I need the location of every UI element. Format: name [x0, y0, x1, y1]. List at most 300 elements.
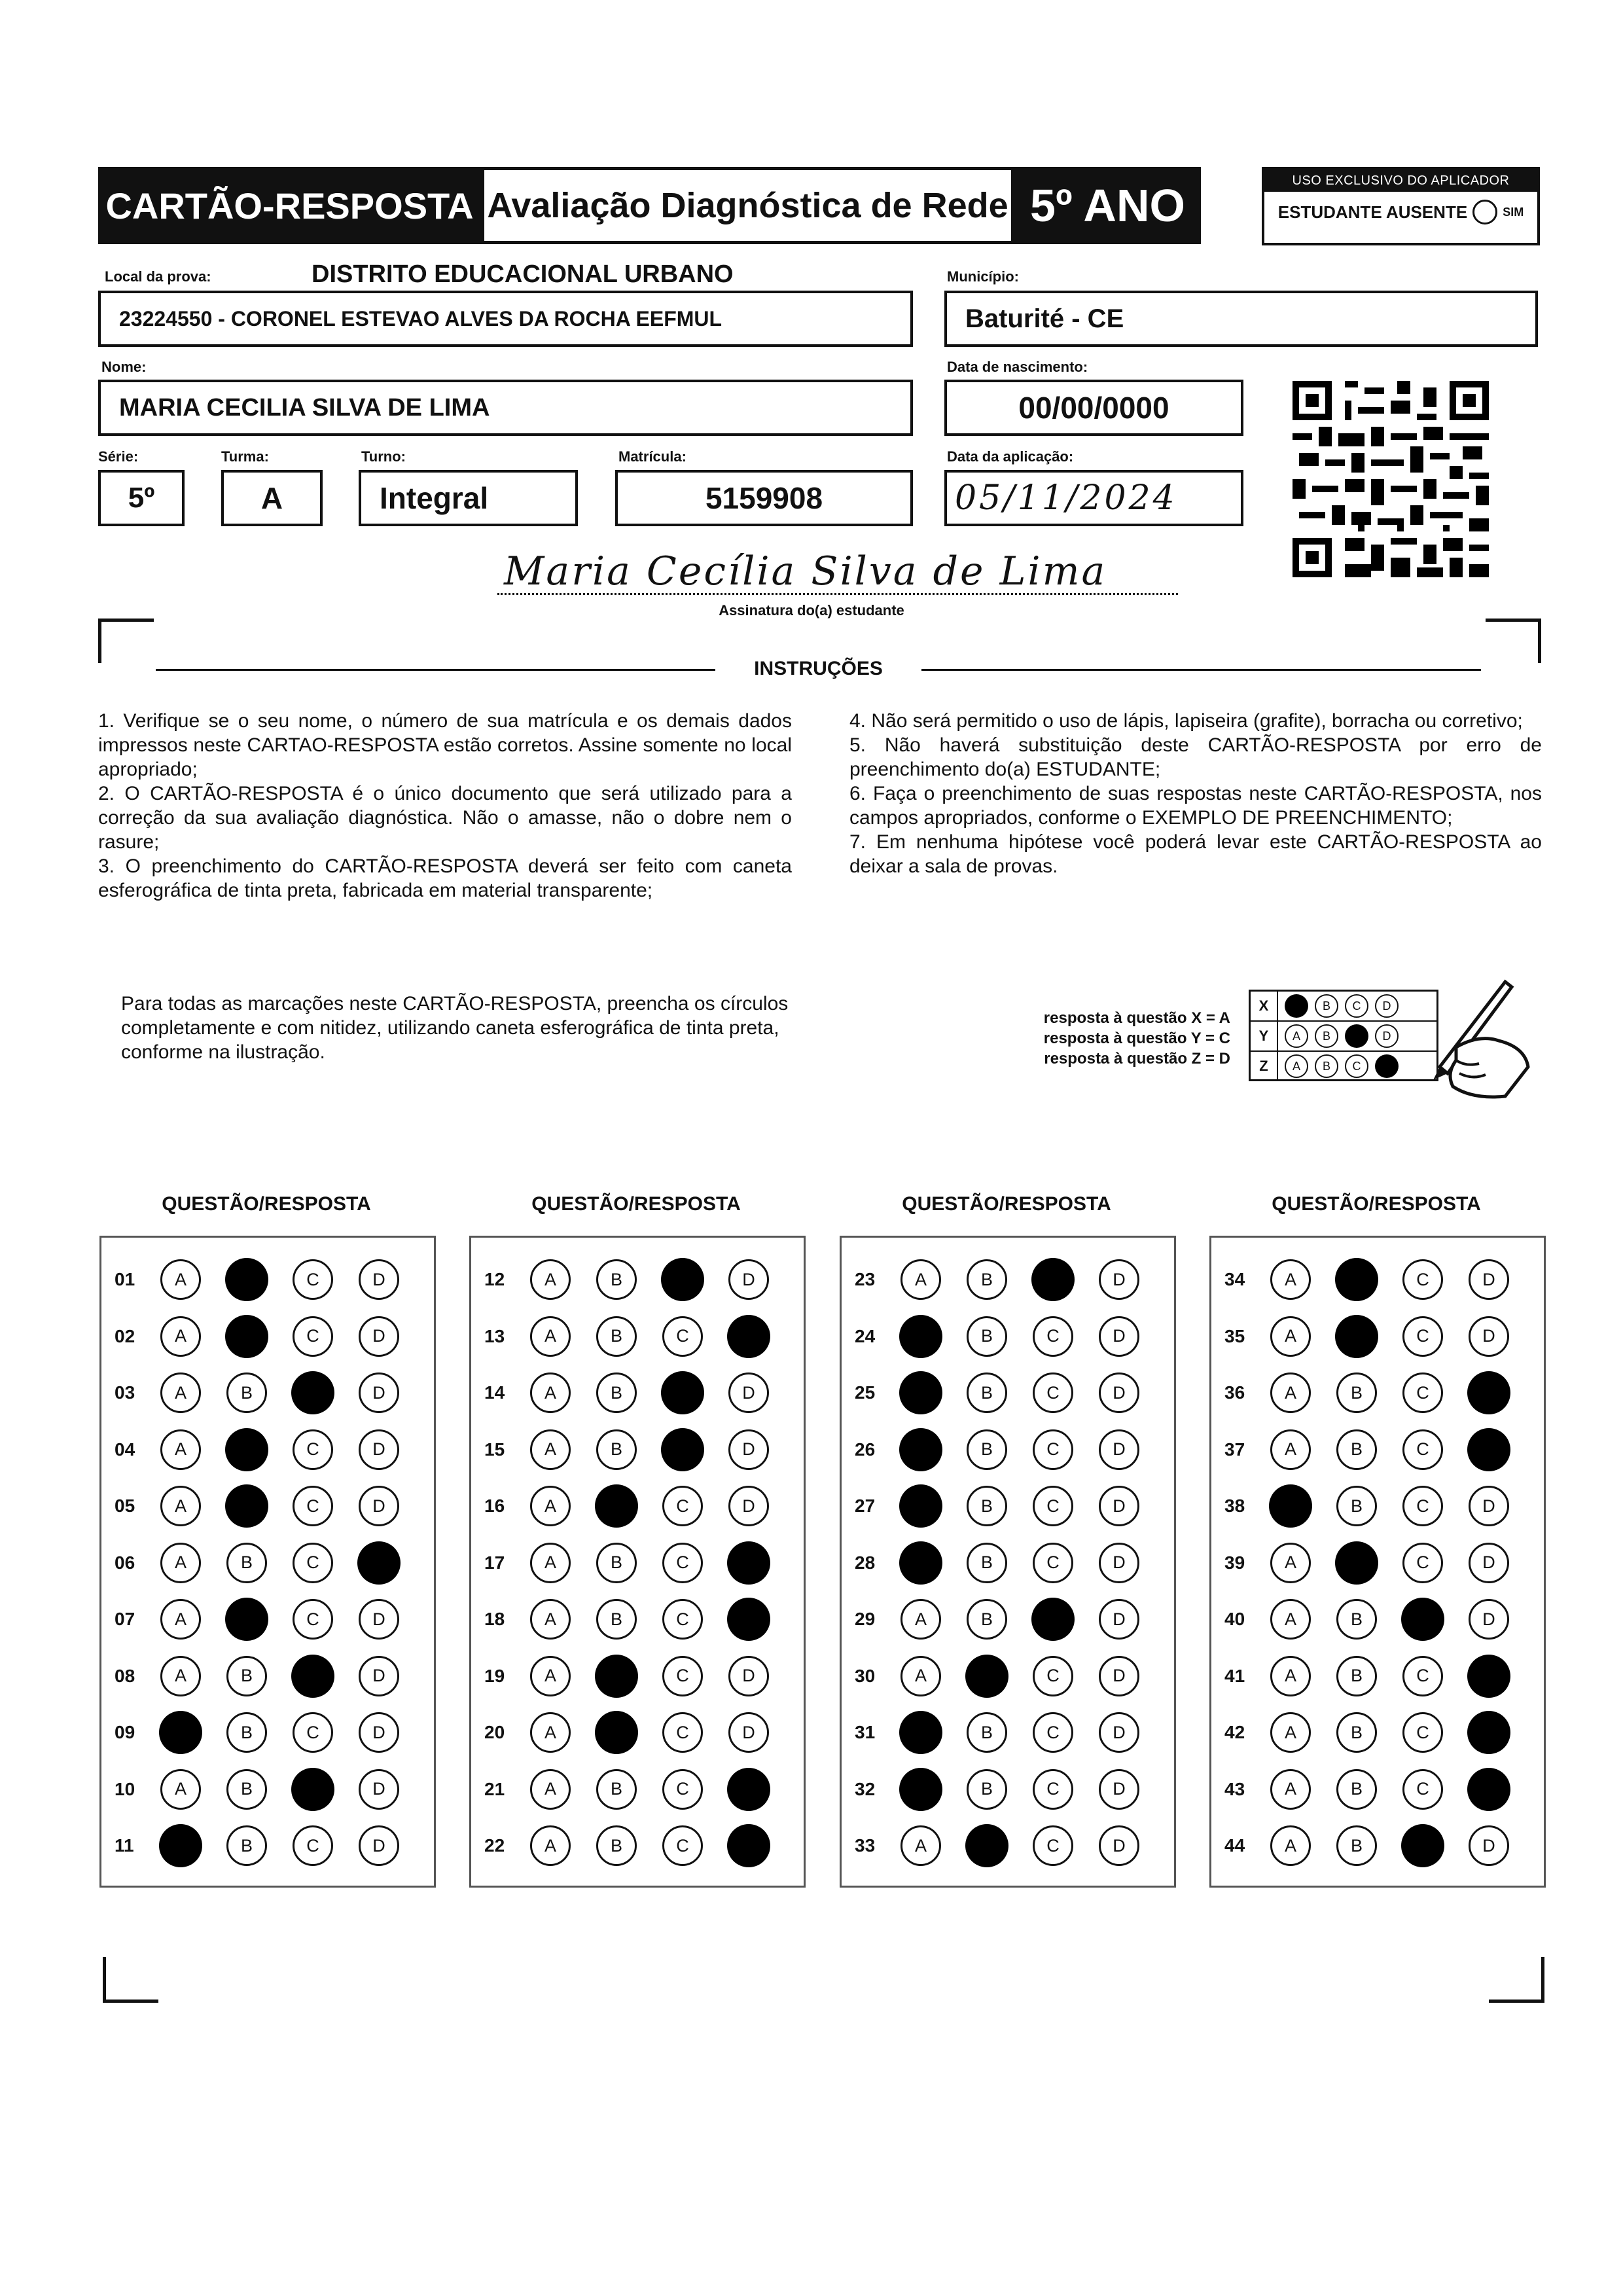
answer-bubble-b[interactable]: B: [967, 1259, 1007, 1300]
question-number: 14: [484, 1382, 505, 1403]
answer-bubble-c[interactable]: C: [1402, 1259, 1443, 1300]
answer-bubble-d[interactable]: D: [1099, 1372, 1139, 1413]
aplicacao-label: Data da aplicação:: [947, 448, 1074, 465]
answer-column: [840, 1236, 1176, 1888]
answer-bubble-a[interactable]: A: [901, 1259, 941, 1300]
question-number: 36: [1224, 1382, 1245, 1403]
answer-bubble-b[interactable]: B: [1336, 1712, 1377, 1753]
answer-bubble-b[interactable]: B: [1336, 1486, 1377, 1526]
answer-bubble-b[interactable]: B: [226, 1712, 267, 1753]
answer-bubble-d[interactable]: D: [1469, 1543, 1509, 1583]
answer-row: [101, 1486, 434, 1526]
instruction-item: 5. Não haverá substituição deste CARTÃO-RESPOSTA por erro de preenchimento do(a) ESTUDANTE;: [849, 734, 1542, 780]
answer-bubble-a[interactable]: [899, 1541, 942, 1585]
answer-bubble-a[interactable]: A: [1270, 1543, 1311, 1583]
question-number: 19: [484, 1665, 505, 1686]
answer-bubble-c[interactable]: C: [1033, 1543, 1073, 1583]
answer-bubble-a[interactable]: A: [530, 1712, 571, 1753]
answer-bubble-a[interactable]: [899, 1371, 942, 1414]
answer-row: [101, 1600, 434, 1639]
answer-bubble-c[interactable]: C: [1402, 1429, 1443, 1470]
answer-bubble-a[interactable]: A: [160, 1372, 201, 1413]
answer-bubble-b[interactable]: B: [967, 1486, 1007, 1526]
question-number: 07: [115, 1609, 135, 1629]
answer-bubble-c[interactable]: C: [1402, 1712, 1443, 1753]
answer-bubble-c[interactable]: C: [293, 1429, 333, 1470]
answer-bubble-c[interactable]: C: [293, 1486, 333, 1526]
answer-bubble-c[interactable]: C: [1402, 1769, 1443, 1810]
answer-bubble-a[interactable]: A: [160, 1543, 201, 1583]
answer-row: [842, 1317, 1174, 1356]
answer-bubble-c[interactable]: C: [1033, 1316, 1073, 1357]
answer-bubble-b[interactable]: B: [226, 1543, 267, 1583]
answer-bubble-c[interactable]: [1031, 1598, 1075, 1641]
question-number: 32: [855, 1778, 876, 1799]
answer-bubble-d[interactable]: D: [359, 1656, 399, 1696]
answer-row: [842, 1430, 1174, 1469]
answer-bubble-a[interactable]: A: [901, 1599, 941, 1640]
answer-bubble-c[interactable]: [661, 1258, 704, 1301]
local-value: DISTRITO EDUCACIONAL URBANO: [312, 260, 734, 288]
answer-bubble-a[interactable]: [159, 1824, 202, 1867]
answer-bubble-c[interactable]: C: [1033, 1486, 1073, 1526]
answer-row: [842, 1826, 1174, 1865]
answer-bubble-c[interactable]: C: [1033, 1769, 1073, 1810]
column-title: QUESTÃO/RESPOSTA: [162, 1193, 371, 1215]
nome-label: Nome:: [101, 359, 147, 375]
answer-bubble-b[interactable]: B: [596, 1429, 637, 1470]
answer-bubble-c[interactable]: C: [293, 1316, 333, 1357]
answer-bubble-a[interactable]: A: [160, 1769, 201, 1810]
answer-row: [842, 1713, 1174, 1752]
answer-bubble-a[interactable]: A: [160, 1259, 201, 1300]
answer-bubble-a[interactable]: A: [160, 1486, 201, 1526]
answer-row: [101, 1826, 434, 1865]
instruction-item: 7. Em nenhuma hipótese você poderá levar este CARTÃO-RESPOSTA ao deixar a sala de provas.: [849, 831, 1542, 877]
answer-bubble-d[interactable]: [727, 1824, 770, 1867]
question-number: 35: [1224, 1325, 1245, 1346]
answer-bubble-b[interactable]: B: [967, 1712, 1007, 1753]
question-number: 20: [484, 1722, 505, 1742]
answer-row: [101, 1430, 434, 1469]
answer-bubble-c[interactable]: C: [662, 1712, 703, 1753]
answer-bubble-b[interactable]: [965, 1655, 1008, 1698]
question-number: 24: [855, 1325, 876, 1346]
answer-bubble-a[interactable]: A: [530, 1656, 571, 1696]
question-number: 13: [484, 1325, 505, 1346]
answer-bubble-c[interactable]: C: [1033, 1712, 1073, 1753]
answer-bubble-c[interactable]: C: [662, 1825, 703, 1866]
answer-bubble-d[interactable]: D: [1469, 1599, 1509, 1640]
corner-mark-tr-v: [1538, 619, 1541, 663]
answer-bubble-b[interactable]: [595, 1484, 638, 1528]
answer-bubble-b[interactable]: B: [596, 1372, 637, 1413]
answer-row: [471, 1657, 804, 1696]
answer-bubble-d[interactable]: D: [359, 1259, 399, 1300]
answer-bubble-c[interactable]: [661, 1428, 704, 1471]
answer-bubble-c[interactable]: C: [1402, 1372, 1443, 1413]
question-number: 04: [115, 1439, 135, 1460]
answer-row: [842, 1770, 1174, 1809]
answer-bubble-b[interactable]: [225, 1315, 268, 1358]
question-number: 43: [1224, 1778, 1245, 1799]
answer-row: [1211, 1713, 1544, 1752]
answer-bubble-a[interactable]: A: [530, 1316, 571, 1357]
answer-bubble-b[interactable]: B: [596, 1599, 637, 1640]
answer-row: [471, 1600, 804, 1639]
answer-row: [471, 1543, 804, 1583]
answer-bubble-a[interactable]: A: [160, 1656, 201, 1696]
answer-bubble-c[interactable]: C: [662, 1769, 703, 1810]
corner-mark-bl-h: [103, 2000, 158, 2003]
answer-bubble-c[interactable]: [291, 1768, 334, 1811]
answer-bubble-d[interactable]: D: [1099, 1543, 1139, 1583]
question-number: 30: [855, 1665, 876, 1686]
instructions-right: [849, 709, 1542, 878]
answer-bubble-d[interactable]: [357, 1541, 401, 1585]
answer-bubble-b[interactable]: B: [1336, 1825, 1377, 1866]
answer-bubble-a[interactable]: [159, 1711, 202, 1754]
answer-row: [1211, 1657, 1544, 1696]
ano-badge: 5º ANO: [1014, 167, 1201, 244]
answer-bubble-d[interactable]: [727, 1315, 770, 1358]
answer-bubble-a[interactable]: A: [1270, 1656, 1311, 1696]
answer-bubble-c[interactable]: C: [1033, 1825, 1073, 1866]
matricula-field: 5159908: [615, 470, 913, 526]
answer-bubble-d[interactable]: D: [359, 1599, 399, 1640]
answer-bubble-d[interactable]: D: [1099, 1429, 1139, 1470]
pen-hand-icon: [1394, 969, 1531, 1100]
municipio-label: Município:: [947, 268, 1019, 285]
answer-row: [842, 1600, 1174, 1639]
answer-bubble-a[interactable]: A: [901, 1825, 941, 1866]
question-number: 27: [855, 1496, 876, 1516]
answer-bubble-d[interactable]: D: [1099, 1259, 1139, 1300]
answer-bubble-d[interactable]: [727, 1541, 770, 1585]
nome-field: MARIA CECILIA SILVA DE LIMA: [98, 380, 913, 436]
example-bubble: D: [1375, 994, 1399, 1018]
answer-bubble-d[interactable]: [1467, 1711, 1510, 1754]
answer-bubble-c[interactable]: [1401, 1824, 1444, 1867]
answer-bubble-b[interactable]: [965, 1824, 1008, 1867]
answer-bubble-b[interactable]: B: [226, 1656, 267, 1696]
answer-row: [471, 1486, 804, 1526]
answer-bubble-c[interactable]: C: [293, 1599, 333, 1640]
question-number: 40: [1224, 1609, 1245, 1629]
answer-bubble-c[interactable]: [1401, 1598, 1444, 1641]
estudante-ausente-bubble[interactable]: [1472, 200, 1497, 224]
answer-column: [1209, 1236, 1546, 1888]
question-number: 42: [1224, 1722, 1245, 1742]
answer-row: [471, 1373, 804, 1412]
answer-bubble-d[interactable]: [1467, 1428, 1510, 1471]
serie-field: 5º: [98, 470, 185, 526]
question-number: 03: [115, 1382, 135, 1403]
answer-bubble-d[interactable]: D: [1469, 1486, 1509, 1526]
answer-bubble-c[interactable]: C: [293, 1825, 333, 1866]
answer-bubble-d[interactable]: [727, 1768, 770, 1811]
answer-bubble-d[interactable]: D: [1099, 1316, 1139, 1357]
answer-bubble-d[interactable]: D: [1469, 1825, 1509, 1866]
qr-code-icon: [1293, 381, 1489, 577]
answer-bubble-d[interactable]: D: [728, 1486, 769, 1526]
answer-bubble-a[interactable]: [899, 1428, 942, 1471]
sim-label: SIM: [1503, 205, 1524, 219]
answer-bubble-b[interactable]: [225, 1428, 268, 1471]
answer-bubble-b[interactable]: [225, 1598, 268, 1641]
answer-bubble-b[interactable]: B: [596, 1543, 637, 1583]
answer-bubble-c[interactable]: C: [1402, 1543, 1443, 1583]
answer-bubble-c[interactable]: C: [1033, 1372, 1073, 1413]
instruction-item: 6. Faça o preenchimento de suas respostas neste CARTÃO-RESPOSTA, nos campos apropriados, conforme o EXEMPLO DE PREENCHIMENTO;: [849, 783, 1542, 829]
answer-bubble-d[interactable]: D: [359, 1712, 399, 1753]
example-bubble: A: [1285, 1024, 1308, 1048]
uso-exclusivo-label: USO EXCLUSIVO DO APLICADOR: [1264, 170, 1537, 192]
answer-bubble-a[interactable]: A: [530, 1825, 571, 1866]
answer-bubble-b[interactable]: B: [1336, 1769, 1377, 1810]
answer-bubble-c[interactable]: [661, 1371, 704, 1414]
answer-bubble-d[interactable]: D: [728, 1259, 769, 1300]
answer-bubble-c[interactable]: [291, 1371, 334, 1414]
question-number: 23: [855, 1269, 876, 1289]
answer-bubble-b[interactable]: [595, 1711, 638, 1754]
question-number: 10: [115, 1778, 135, 1799]
answer-bubble-b[interactable]: B: [1336, 1599, 1377, 1640]
answer-bubble-d[interactable]: D: [1099, 1712, 1139, 1753]
avaliacao-title: Avaliação Diagnóstica de Rede: [481, 167, 1014, 244]
serie-label: Série:: [98, 448, 139, 465]
answer-bubble-b[interactable]: B: [596, 1825, 637, 1866]
answer-bubble-d[interactable]: D: [1469, 1316, 1509, 1357]
answer-bubble-a[interactable]: A: [160, 1429, 201, 1470]
turno-field: Integral: [359, 470, 578, 526]
answer-bubble-a[interactable]: A: [160, 1599, 201, 1640]
corner-mark-br-h: [1489, 2000, 1544, 2003]
answer-bubble-a[interactable]: A: [1270, 1259, 1311, 1300]
example-line: resposta à questão Y = C: [1043, 1030, 1230, 1047]
answer-bubble-b[interactable]: B: [967, 1372, 1007, 1413]
answer-bubble-c[interactable]: [291, 1655, 334, 1698]
answer-bubble-d[interactable]: [1467, 1371, 1510, 1414]
answer-bubble-d[interactable]: D: [359, 1825, 399, 1866]
corner-mark-bl-v: [103, 1957, 106, 2003]
question-number: 22: [484, 1835, 505, 1856]
question-number: 34: [1224, 1269, 1245, 1289]
answer-bubble-b[interactable]: B: [967, 1543, 1007, 1583]
answer-bubble-b[interactable]: B: [596, 1769, 637, 1810]
answer-bubble-b[interactable]: B: [226, 1769, 267, 1810]
answer-row: [842, 1373, 1174, 1412]
example-bubble: [1285, 994, 1308, 1018]
answer-bubble-d[interactable]: D: [359, 1429, 399, 1470]
example-bubble: B: [1315, 994, 1338, 1018]
answer-bubble-a[interactable]: A: [530, 1769, 571, 1810]
answer-bubble-d[interactable]: [727, 1598, 770, 1641]
instruction-item: 3. O preenchimento do CARTÃO-RESPOSTA deverá ser feito com caneta esferográfica de tinta preta, fabricada em material transparente;: [98, 855, 792, 901]
answer-bubble-a[interactable]: A: [530, 1429, 571, 1470]
answer-bubble-c[interactable]: [1031, 1258, 1075, 1301]
answer-bubble-c[interactable]: C: [662, 1656, 703, 1696]
answer-bubble-a[interactable]: A: [1270, 1372, 1311, 1413]
answer-bubble-c[interactable]: C: [293, 1543, 333, 1583]
answer-bubble-c[interactable]: C: [1033, 1429, 1073, 1470]
corner-mark-tl-v: [98, 619, 101, 663]
answer-bubble-b[interactable]: B: [226, 1825, 267, 1866]
answer-bubble-a[interactable]: A: [530, 1259, 571, 1300]
answer-bubble-d[interactable]: [1467, 1655, 1510, 1698]
question-number: 16: [484, 1496, 505, 1516]
answer-row: [1211, 1260, 1544, 1299]
answer-bubble-d[interactable]: D: [359, 1372, 399, 1413]
answer-row: [1211, 1430, 1544, 1469]
instruction-item: 4. Não será permitido o uso de lápis, lapiseira (grafite), borracha ou corretivo;: [849, 710, 1523, 732]
municipio-field: Baturité - CE: [944, 291, 1538, 347]
local-label: Local da prova:: [105, 268, 211, 285]
answer-bubble-c[interactable]: C: [1033, 1656, 1073, 1696]
answer-bubble-a[interactable]: A: [530, 1486, 571, 1526]
answer-bubble-a[interactable]: A: [530, 1599, 571, 1640]
answer-bubble-d[interactable]: D: [1099, 1769, 1139, 1810]
cartao-resposta-title: CARTÃO-RESPOSTA: [98, 167, 481, 244]
answer-bubble-a[interactable]: A: [1270, 1825, 1311, 1866]
nascimento-label: Data de nascimento:: [947, 359, 1088, 375]
answer-bubble-a[interactable]: A: [1270, 1712, 1311, 1753]
answer-bubble-a[interactable]: A: [1270, 1769, 1311, 1810]
answer-bubble-d[interactable]: D: [359, 1486, 399, 1526]
answer-bubble-b[interactable]: B: [967, 1316, 1007, 1357]
answer-bubble-a[interactable]: A: [1270, 1429, 1311, 1470]
answer-bubble-a[interactable]: [899, 1484, 942, 1528]
answer-bubble-d[interactable]: D: [1099, 1486, 1139, 1526]
answer-bubble-d[interactable]: D: [1099, 1825, 1139, 1866]
question-number: 31: [855, 1722, 876, 1742]
answer-bubble-b[interactable]: [225, 1484, 268, 1528]
answer-row: [101, 1657, 434, 1696]
answer-bubble-c[interactable]: C: [662, 1599, 703, 1640]
answer-bubble-b[interactable]: B: [1336, 1656, 1377, 1696]
answer-bubble-a[interactable]: A: [530, 1372, 571, 1413]
answer-bubble-b[interactable]: [225, 1258, 268, 1301]
answer-bubble-c[interactable]: C: [1402, 1656, 1443, 1696]
column-title: QUESTÃO/RESPOSTA: [902, 1193, 1111, 1215]
question-number: 37: [1224, 1439, 1245, 1460]
answer-bubble-a[interactable]: A: [530, 1543, 571, 1583]
answer-bubble-b[interactable]: B: [967, 1769, 1007, 1810]
assinatura-handwriting: Maria Cecília Silva de Lima: [504, 548, 1107, 594]
question-number: 12: [484, 1269, 505, 1289]
answer-bubble-d[interactable]: D: [1099, 1599, 1139, 1640]
answer-bubble-d[interactable]: D: [728, 1429, 769, 1470]
example-bubble: C: [1345, 1054, 1368, 1078]
answer-bubble-c[interactable]: C: [662, 1486, 703, 1526]
answer-bubble-a[interactable]: [899, 1768, 942, 1811]
answer-bubble-c[interactable]: C: [1402, 1316, 1443, 1357]
question-number: 17: [484, 1552, 505, 1573]
answer-row: [471, 1317, 804, 1356]
answer-bubble-d[interactable]: [1467, 1768, 1510, 1811]
answer-bubble-c[interactable]: C: [662, 1316, 703, 1357]
aplicacao-field: 05/11/2024: [944, 470, 1243, 526]
question-number: 39: [1224, 1552, 1245, 1573]
answer-row: [101, 1543, 434, 1583]
answer-bubble-b[interactable]: [1335, 1315, 1378, 1358]
instr-rule-right: [921, 669, 1481, 671]
question-number: 18: [484, 1609, 505, 1629]
answer-bubble-b[interactable]: B: [967, 1429, 1007, 1470]
answer-bubble-b[interactable]: B: [596, 1259, 637, 1300]
question-number: 05: [115, 1496, 135, 1516]
answer-row: [1211, 1770, 1544, 1809]
answer-bubble-b[interactable]: B: [1336, 1372, 1377, 1413]
answer-column: [99, 1236, 436, 1888]
instrucoes-title: INSTRUÇÕES: [754, 658, 883, 679]
answer-row: [842, 1486, 1174, 1526]
answer-bubble-a[interactable]: A: [1270, 1599, 1311, 1640]
assinatura-label: Assinatura do(a) estudante: [719, 602, 904, 619]
answer-bubble-b[interactable]: [1335, 1541, 1378, 1585]
answer-bubble-d[interactable]: D: [728, 1656, 769, 1696]
answer-bubble-b[interactable]: B: [1336, 1429, 1377, 1470]
answer-row: [471, 1826, 804, 1865]
question-number: 11: [115, 1835, 134, 1856]
question-number: 01: [115, 1269, 135, 1289]
question-number: 44: [1224, 1835, 1245, 1856]
answer-row: [471, 1260, 804, 1299]
question-number: 26: [855, 1439, 876, 1460]
answer-bubble-a[interactable]: [899, 1711, 942, 1754]
example-row-label: Y: [1251, 1022, 1278, 1050]
instructions-left: [98, 709, 792, 903]
answer-bubble-b[interactable]: [1335, 1258, 1378, 1301]
answer-bubble-a[interactable]: A: [901, 1656, 941, 1696]
answer-row: [101, 1317, 434, 1356]
escola-field: 23224550 - CORONEL ESTEVAO ALVES DA ROCHA EEFMUL: [98, 291, 913, 347]
answer-bubble-a[interactable]: A: [160, 1316, 201, 1357]
answer-bubble-c[interactable]: C: [1402, 1486, 1443, 1526]
answer-row: [101, 1713, 434, 1752]
answer-bubble-a[interactable]: [899, 1315, 942, 1358]
answer-bubble-d[interactable]: D: [728, 1372, 769, 1413]
answer-bubble-c[interactable]: C: [293, 1712, 333, 1753]
answer-bubble-b[interactable]: B: [596, 1316, 637, 1357]
corner-mark-br-v: [1541, 1957, 1544, 2003]
answer-row: [101, 1770, 434, 1809]
answer-column: [469, 1236, 806, 1888]
instr-rule-left: [156, 669, 715, 671]
answer-row: [101, 1260, 434, 1299]
estudante-ausente-label: ESTUDANTE AUSENTE: [1277, 202, 1468, 222]
answer-bubble-c[interactable]: C: [662, 1543, 703, 1583]
answer-bubble-a[interactable]: A: [1270, 1316, 1311, 1357]
column-title: QUESTÃO/RESPOSTA: [531, 1193, 741, 1215]
answer-bubble-b[interactable]: B: [226, 1372, 267, 1413]
answer-bubble-d[interactable]: D: [1469, 1259, 1509, 1300]
answer-bubble-d[interactable]: D: [728, 1712, 769, 1753]
answer-bubble-d[interactable]: D: [1099, 1656, 1139, 1696]
answer-bubble-b[interactable]: [595, 1655, 638, 1698]
answer-bubble-a[interactable]: [1269, 1484, 1312, 1528]
question-number: 38: [1224, 1496, 1245, 1516]
example-line: resposta à questão X = A: [1043, 1009, 1230, 1027]
corner-mark-tl-h: [98, 619, 154, 622]
answer-bubble-d[interactable]: D: [359, 1316, 399, 1357]
instruction-item: 1. Verifique se o seu nome, o número de sua matrícula e os demais dados impressos neste CARTAO-RESPOSTA estão corretos. Assine somente no local apropriado;: [98, 710, 792, 780]
answer-bubble-d[interactable]: D: [359, 1769, 399, 1810]
answer-bubble-c[interactable]: C: [293, 1259, 333, 1300]
nascimento-field: 00/00/0000: [944, 380, 1243, 436]
question-number: 06: [115, 1552, 135, 1573]
answer-bubble-b[interactable]: B: [967, 1599, 1007, 1640]
